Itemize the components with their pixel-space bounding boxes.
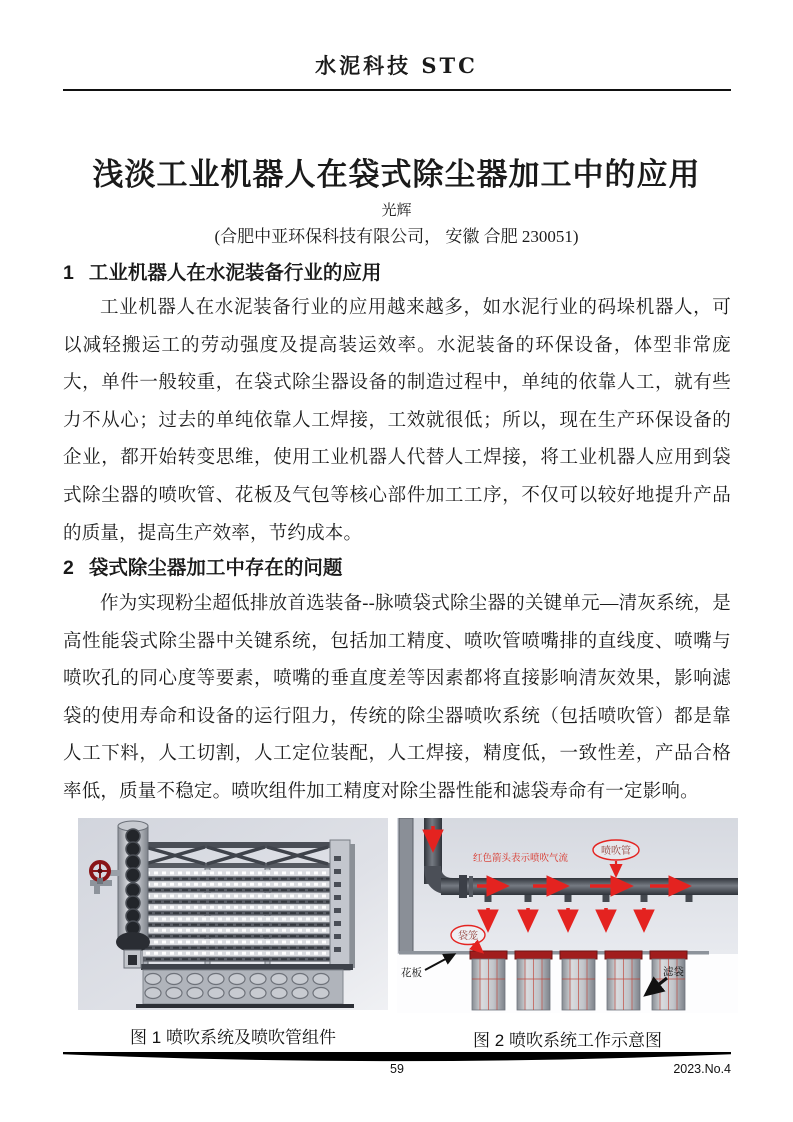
blowing-schematic-figure <box>397 818 738 1013</box>
svg-text:喷吹管: 喷吹管 <box>601 846 631 857</box>
blowing-system-figure <box>78 818 388 1010</box>
journal-title: 水泥科技 STC <box>315 53 478 78</box>
section-1-number: 1 <box>63 262 74 284</box>
section-1-heading <box>63 261 731 285</box>
right-column <box>330 840 355 970</box>
section-1-paragraph: 工业机器人在水泥装备行业的应用越来越多，如水泥行业的码垛机器人，可以减轻搬运工的劳动强度及提高装运效率。水泥装备的环保设备，体型非常庞大，单件一般较重，在袋式除尘器设备的制造过程中，单纯的依靠人工，就有些力不从心；过去的单纯依靠人工焊接，工效就很低；所以，现在生产环保设备的企业，都开始转变思维，使用工业机器人代替人工焊接，将工业机器人应用到袋式除尘器的喷吹管、花板及气包等核心部件加工工序，不仅可以较好地提升产品的质量，提高生产效率，节约成本。 <box>63 298 731 544</box>
svg-text:滤袋: 滤袋 <box>663 966 684 978</box>
filter-bags <box>470 951 687 1010</box>
issue-number: 2023.No.4 <box>673 1062 731 1076</box>
svg-text:花板: 花板 <box>401 967 422 979</box>
figure-1 <box>78 818 388 1048</box>
tube-sheet-panel <box>136 964 354 1008</box>
header-rule <box>63 89 731 91</box>
figure-2-caption: 图 2 喷吹系统工作示意图 <box>473 1031 662 1050</box>
figure-2 <box>397 818 738 1051</box>
section-2-heading <box>63 556 731 580</box>
author-name: 光辉 <box>381 203 412 219</box>
airflow-note-label: 红色箭头表示喷吹气流 <box>473 853 569 864</box>
article-affiliation: (合肥中亚环保科技有限公司， 安徽 合肥 230051) <box>214 227 579 246</box>
section-2-number: 2 <box>63 557 74 579</box>
article-title: 浅淡工业机器人在袋式除尘器加工中的应用 <box>92 156 701 192</box>
section-2-title: 袋式除尘器加工中存在的问题 <box>88 557 343 579</box>
svg-text:袋笼: 袋笼 <box>458 931 478 942</box>
section-1-title: 工业机器人在水泥装备行业的应用 <box>88 262 382 284</box>
page-number: 59 <box>390 1062 404 1076</box>
section-2-paragraph: 作为实现粉尘超低排放首选装备--脉喷袋式除尘器的关键单元—清灰系统，是高性能袋式除尘器中关键系统，包括加工精度、喷吹管喷嘴排的直线度、喷嘴与喷吹孔的同心度等要素，喷嘴的垂直度差等因素都将直接影响清灰效果，影响滤袋的使用寿命和设备的运行阻力，传统的除尘器喷吹系统（包括喷吹管）都是靠人工下料，人工切割，人工定位装配，人工焊接，精度低，一致性差，产品合格率低，质量不稳定。喷吹组件加工精度对除尘器性能和滤袋寿命有一定影响。 <box>63 594 731 802</box>
figure-1-caption: 图 1 喷吹系统及喷吹管组件 <box>130 1028 336 1047</box>
left-wall <box>399 818 413 953</box>
air-tank <box>116 821 150 968</box>
footer <box>63 1062 731 1080</box>
